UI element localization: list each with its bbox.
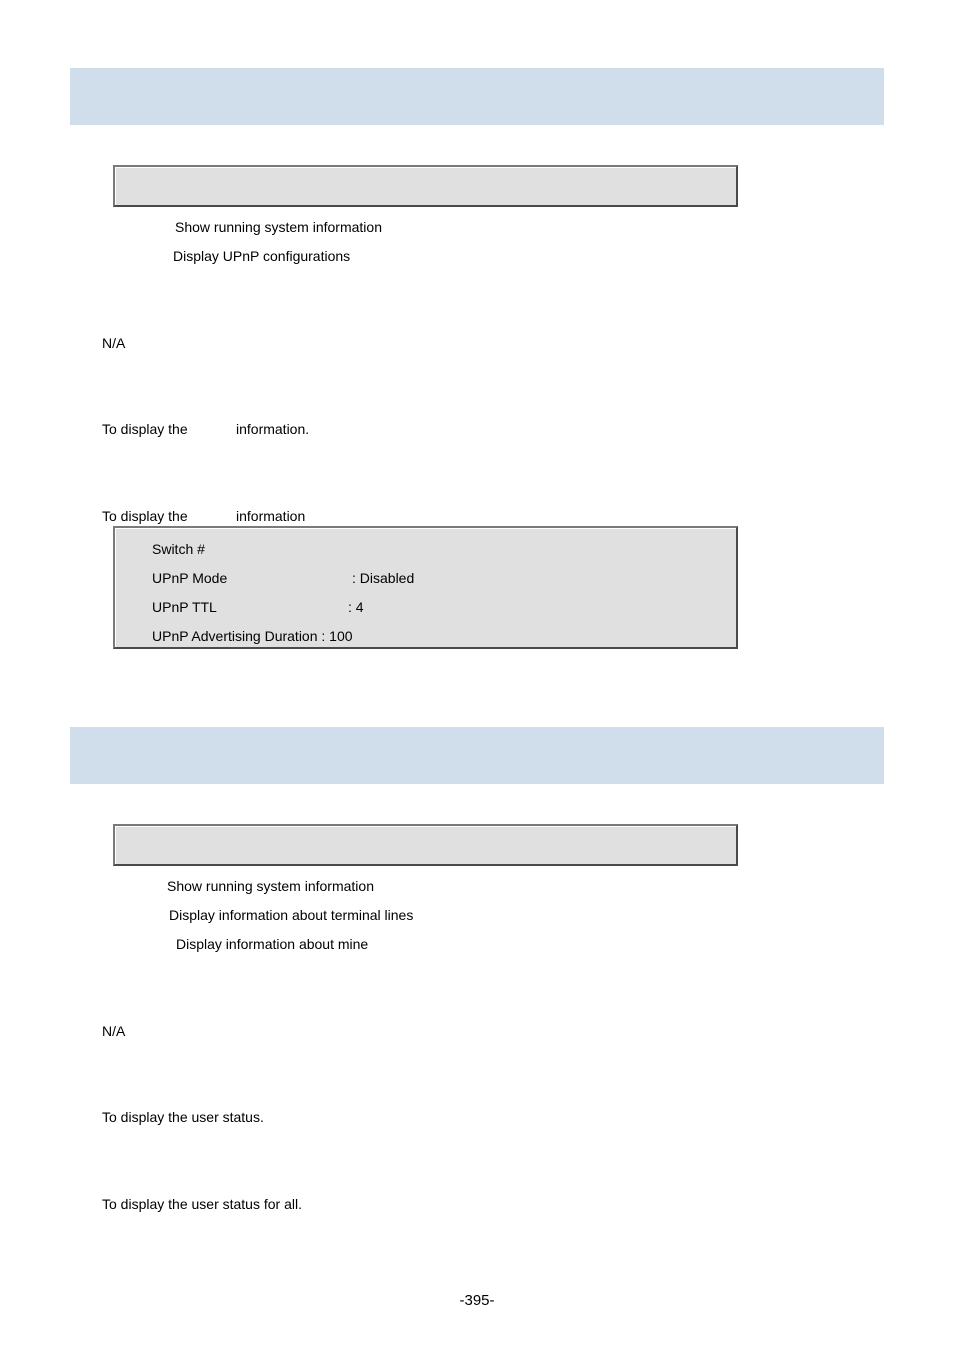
example-line-mode-value: : Disabled (352, 570, 415, 586)
page-number: -395- (459, 1292, 495, 1309)
usage-suffix-1: information. (236, 421, 310, 437)
param-description-show-2: Show running system information (167, 878, 374, 894)
param-description-upnp: Display UPnP configurations (173, 248, 351, 264)
example-line-prompt: Switch # (152, 541, 205, 557)
section-header-band-2 (70, 727, 884, 784)
example-line-ttl-value: : 4 (348, 599, 364, 615)
section-header-band-1 (70, 68, 884, 125)
usage-prefix-1: To display the (102, 421, 188, 437)
example-line-ttl-label: UPnP TTL (152, 599, 217, 615)
param-description-mine: Display information about mine (176, 936, 369, 952)
default-value-1: N/A (102, 335, 126, 351)
example-prefix-1: To display the (102, 508, 188, 524)
param-description-show: Show running system information (175, 219, 382, 235)
default-value-2: N/A (102, 1023, 126, 1039)
command-syntax-box-2 (113, 824, 738, 866)
param-description-terminal: Display information about terminal lines (169, 907, 414, 923)
usage-text-2: To display the user status. (102, 1109, 264, 1125)
example-suffix-1: information (236, 508, 306, 524)
example-text-2: To display the user status for all. (102, 1196, 302, 1212)
command-syntax-box-1 (113, 165, 738, 207)
example-line-mode-label: UPnP Mode (152, 570, 228, 586)
example-line-duration: UPnP Advertising Duration : 100 (152, 628, 353, 644)
